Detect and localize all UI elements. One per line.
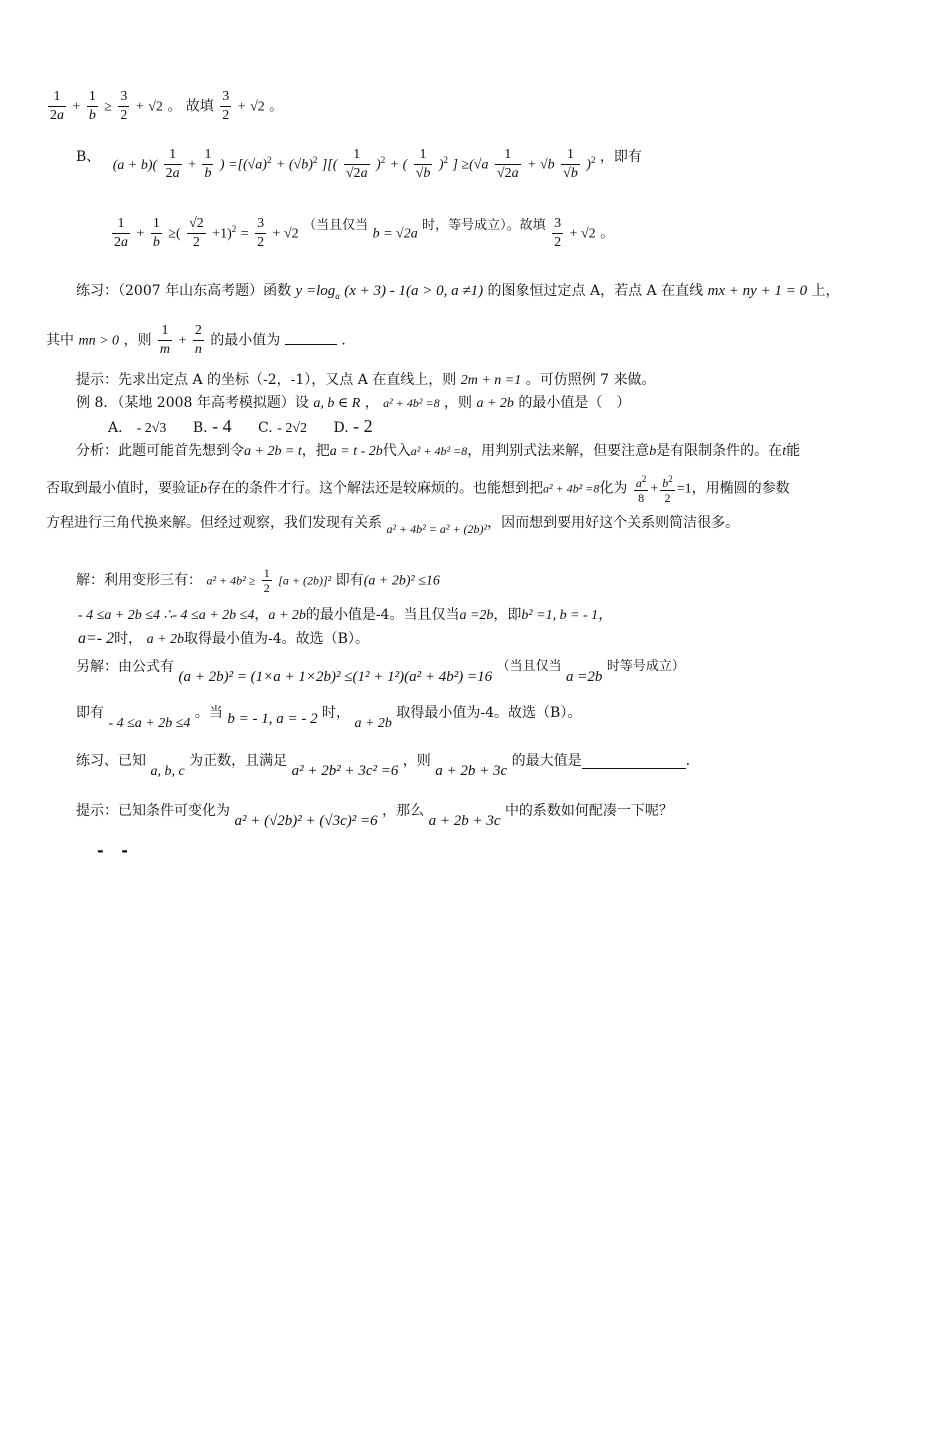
equation-part: 2m + n =1: [460, 373, 522, 388]
equation-part: a: [335, 290, 340, 301]
equation-part: ] ≥(√a: [452, 157, 489, 173]
equation-part: a=- 2: [78, 630, 115, 647]
equation-part: a + 2b + 3c: [428, 813, 501, 829]
sqrt2: √2: [148, 99, 163, 115]
text: 的图象恒过定点 A，若点 A 在直线: [487, 283, 704, 299]
text: 方程进行三角代换来解。但经过观察，我们发现有关系: [46, 515, 382, 531]
equation-part: a, b ∈ R: [313, 396, 361, 411]
equation-part: b = √2a: [372, 226, 418, 242]
text: ，用椭圆的参数: [691, 480, 790, 497]
option-a-label: A．: [108, 420, 133, 436]
answer-blank[interactable]: [285, 344, 337, 345]
text: ，因而想到要用好这个关系则简洁很多。: [487, 515, 740, 531]
options-row: [108, 415, 373, 440]
text: 时，: [322, 705, 351, 721]
fraction-1-over-b: $\frac{1}{b}$: [152, 216, 160, 250]
fraction-sqrt2-over-2: $\frac{√2}{2}$: [189, 216, 204, 250]
solution-line-3: [78, 628, 369, 651]
text: 是有限制条件的。在: [656, 443, 783, 459]
analysis-line-3: [46, 512, 739, 540]
fraction-1-over-2a: $\frac{1}{2a}$: [50, 89, 64, 123]
text: 另解：由公式有: [76, 659, 174, 675]
exercise-1-line-2: 其中 mn > 0 ，则 $\frac{1}{m}$ + $\frac{2}{n}$ 的最小值为 .: [46, 323, 346, 357]
text: 例 8．（某地 2008 年高考模拟题）设: [76, 395, 309, 411]
equation-part: (a + b)(: [112, 157, 158, 173]
exercise-1-line-1: [76, 280, 840, 307]
option-d-label: D.: [333, 420, 349, 436]
fraction-3-over-2: $\frac{3}{2}$: [222, 89, 230, 123]
equation-part: a² + 4b² =8: [543, 481, 600, 496]
line-method-b-result: $\frac{1}{2a}$ + $\frac{1}{b}$ ≥( $\frac{√2}{2}$ +1)$^2$ = $\frac{3}{2}$ + √2 （当且仅当 b = √2a 时，等号成立）。故填 $\frac{3}{2}$ + √2 。: [114, 216, 615, 250]
footer-mark: - -: [97, 841, 134, 860]
equation-part: ][(: [321, 157, 338, 173]
option-b-label: B.: [192, 420, 208, 436]
text: 中的系数如何配凑一下呢？: [504, 803, 673, 819]
equation-part: ) =[(√a): [219, 157, 267, 173]
analysis-line-2: 否取到最小值时，要验证b存在的条件才行。这个解法还是较麻烦的。也能想到把a² + 4b² =8化为 $\frac{a^2}{8}$ + $\frac{b^2}{2}$ =1，用椭圆的参数: [46, 474, 790, 505]
period: 。: [269, 98, 284, 115]
plus-sign: +: [135, 99, 144, 115]
equation-part: a = t - 2b: [329, 444, 383, 459]
text: ，即: [493, 607, 522, 623]
text: 。当: [194, 705, 223, 721]
equation-part: (x + 3) - 1(a > 0, a ≠1): [344, 283, 484, 299]
equation-part: mx + ny + 1 = 0: [707, 283, 808, 299]
fraction-2-over-n: $\frac{2}{n}$: [194, 323, 202, 357]
equation-part: a² + 2b² + 3c² =6: [291, 763, 399, 779]
text: 代入: [382, 443, 411, 459]
equation-part: mn > 0: [78, 333, 120, 349]
line-method-b: B、 (a + b)( $\frac{1}{2a}$ + $\frac{1}{b}$ ) $=[(√a)^2 + (√b)^2$ ][( $\frac{1}{√2a}$ )$^2$ + ( $\frac{1}{√b}$ )$^2$ ] ≥(√a $\frac{1}{√2a}$ + √b $\frac{1}{√b}$ )$^2$ ，即有: [76, 147, 642, 181]
equation-part: a² + (√2b)² + (√3c)² =6: [234, 813, 378, 829]
text: 的最大值是: [511, 753, 582, 769]
plus-sign: +: [72, 99, 81, 115]
equation-part: a + 2b = t: [244, 444, 302, 459]
equation-part: b: [200, 481, 207, 497]
answer-blank[interactable]: [582, 750, 686, 769]
text: 即有: [76, 705, 104, 721]
text: 的最小值是-4。当且仅当: [305, 607, 460, 623]
text: 时，: [114, 631, 143, 647]
text: 提示：已知条件可变化为: [76, 803, 230, 819]
solution-line-1: [76, 566, 440, 595]
text: ，: [364, 395, 379, 411]
fraction-1-over-2a: $\frac{1}{2a}$: [114, 216, 128, 250]
equation-part: a² + 4b² ≥: [206, 573, 256, 588]
text: 时，等号成立）。故填: [422, 218, 546, 233]
text: 存在的条件才行。这个解法还是较麻烦的。也能想到把: [207, 480, 543, 497]
equation-part: (a + 2b)² = (1×a + 1×2b)² ≤(1² + 1²)(a² + 4b²) =16: [178, 669, 493, 685]
alt-solution-line-1: [76, 656, 685, 688]
option-a-value: - 2√3: [136, 421, 167, 436]
fraction-1-over-sqrt2a: $\frac{1}{√2a}$: [496, 147, 519, 181]
equation-part: b: [649, 444, 657, 459]
fraction-3-over-2: $\frac{3}{2}$: [257, 216, 265, 250]
text: ，即有: [599, 149, 642, 165]
option-b-value: - 4: [212, 416, 232, 436]
option-c-label: C.: [258, 420, 273, 436]
text: 其中: [46, 332, 74, 349]
fraction-3-over-2: $\frac{3}{2}$: [120, 89, 128, 123]
text: 。可仿照例 7 来做。: [525, 372, 656, 388]
text: 即有: [335, 572, 364, 589]
text: 分析：此题可能首先想到令: [76, 443, 244, 459]
fraction-1-over-sqrtb: $\frac{1}{√b}$: [563, 147, 578, 181]
analysis-line-1: [76, 440, 800, 463]
text: 的最小值是（ ）: [518, 395, 631, 411]
text: ，: [598, 607, 613, 623]
text: 解：利用变形三有：: [76, 572, 202, 589]
solution-line-2: [78, 604, 612, 627]
equation-part: ): [586, 157, 591, 173]
text: （当且仅当: [496, 659, 562, 674]
ge-sign: ≥: [104, 99, 112, 115]
equation-part: - 4 ≤a + 2b ≤4 ∴- 4 ≤a + 2b ≤4: [78, 608, 255, 623]
fraction-1-over-2: $\frac{1}{2}$: [263, 566, 270, 595]
fraction-1-over-sqrt2a: $\frac{1}{√2a}$: [345, 147, 368, 181]
equation-part: a² + 4b² = a² + (2b)²: [386, 522, 488, 536]
fraction-1-over-m: $\frac{1}{m}$: [159, 323, 171, 357]
text: 为正数，且满足: [189, 753, 288, 769]
equation-part: a =2b: [566, 669, 603, 685]
equation-part: (a + 2b)² ≤16: [363, 573, 440, 589]
sqrt2: √2: [250, 99, 265, 115]
text: ，则: [402, 753, 431, 769]
text: 时等号成立）: [606, 659, 685, 674]
hint-1: [76, 369, 656, 392]
equation-part: ): [438, 157, 444, 173]
line-result-1: [46, 88, 283, 125]
plus-sign: +: [237, 99, 246, 115]
alt-solution-line-2: [76, 702, 581, 735]
equation-part: - 4 ≤a + 2b ≤4: [108, 716, 191, 731]
equation-part: a + 2b: [354, 716, 392, 731]
example-8: [76, 392, 630, 415]
answer-label: 故填: [185, 98, 214, 115]
fraction-1-over-sqrtb: $\frac{1}{√b}$: [415, 147, 431, 181]
text: 取得最小值为-4。故选（B）。: [184, 631, 369, 647]
method-b-label: B、: [76, 149, 101, 165]
text: 否取到最小值时，要验证: [46, 480, 200, 497]
text: ，则: [444, 395, 473, 411]
equation-part: =1: [676, 481, 692, 497]
text: 练习：（2007 年山东高考题）函数: [76, 283, 292, 299]
equation-part: a =2b: [459, 608, 494, 623]
equation-part: a² + 4b² =8: [383, 396, 440, 410]
period: 。: [167, 98, 182, 115]
period: 。: [600, 225, 615, 242]
text: 上，: [811, 283, 840, 299]
equation-part: a + 2b: [476, 396, 514, 411]
equation-part: ): [376, 157, 381, 173]
text: ，用判别式法来解，但要注意: [467, 443, 650, 459]
text: ，则: [123, 332, 152, 349]
text: 提示：先求出定点 A 的坐标（-2，-1），又点 A 在直线上，则: [76, 372, 457, 388]
equation-part: [a + (2b)]²: [278, 573, 332, 588]
exercise-2: [76, 750, 690, 783]
fraction-a2-over-8: $\frac{a^2}{8}$: [635, 474, 647, 505]
fraction-b2-over-2: $\frac{b^2}{2}$: [662, 474, 673, 505]
text: ，把: [301, 443, 330, 459]
equation-part: y =log: [295, 283, 336, 299]
text: （当且仅当: [303, 218, 369, 233]
option-c-value: - 2√2: [277, 421, 308, 436]
fraction-3-over-2: $\frac{3}{2}$: [554, 216, 562, 250]
equation-part: + √b: [527, 157, 555, 173]
text: 化为: [599, 480, 628, 497]
equation-part: a + 2b + 3c: [435, 763, 508, 779]
text: 取得最小值为-4。故选（B）。: [396, 705, 582, 721]
fraction-1-over-b: $\frac{1}{b}$: [88, 89, 96, 123]
equation-part: t: [782, 444, 787, 459]
equation-part: a² + 4b² =8: [410, 444, 468, 458]
text: 练习、已知: [76, 753, 146, 769]
equation-part: a, b, c: [150, 764, 185, 779]
text: 能: [786, 443, 801, 459]
text: ，那么: [382, 803, 425, 819]
period: .: [685, 753, 691, 769]
equation-part: + (√b): [275, 157, 313, 173]
option-d-value: - 2: [353, 416, 373, 436]
text: ，: [254, 607, 269, 623]
fraction-1-over-2a: $\frac{1}{2a}$: [165, 147, 180, 181]
equation-part: b = - 1, a = - 2: [227, 711, 318, 727]
hint-2: [76, 800, 673, 832]
equation-part: b² =1, b = - 1: [521, 608, 599, 623]
equation-part: a + 2b: [146, 632, 185, 647]
fraction-1-over-b: $\frac{1}{b}$: [204, 147, 212, 181]
period: .: [341, 332, 346, 349]
equation-part: + (: [389, 157, 408, 173]
text: 的最小值为: [210, 332, 281, 349]
equation-part: a + 2b: [268, 608, 306, 623]
